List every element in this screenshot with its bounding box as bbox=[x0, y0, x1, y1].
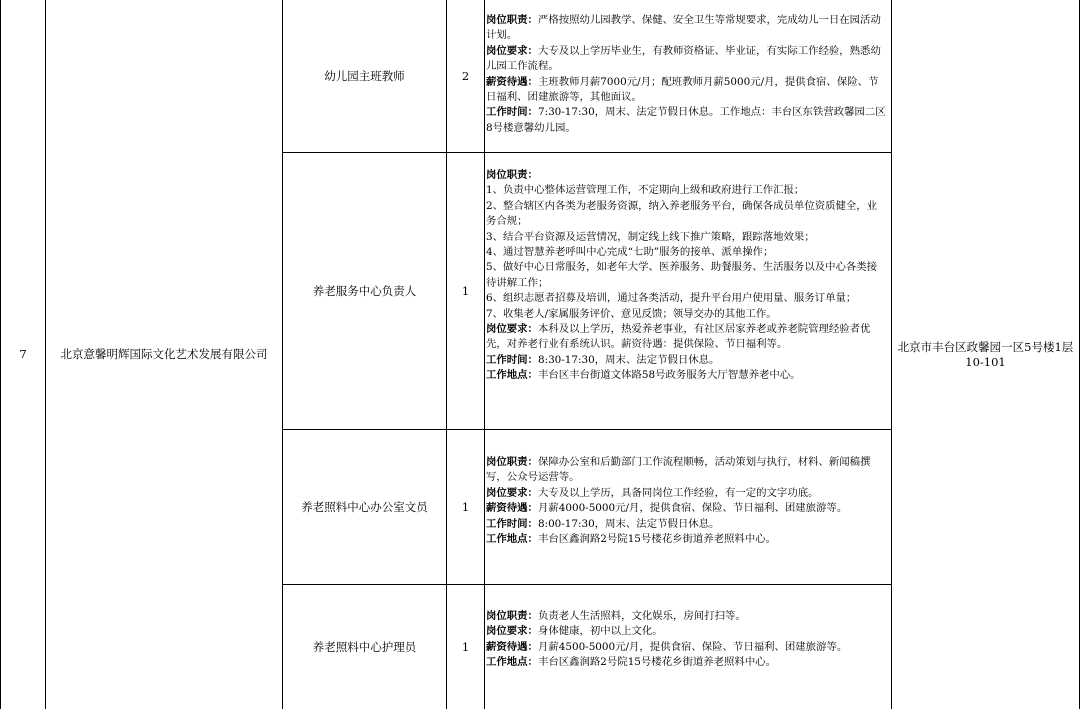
field-text: 2、整合辖区内各类为老服务资源，纳入养老服务平台，确保各成员单位资质健全，业务合规； bbox=[486, 199, 878, 228]
work-address: 北京市丰台区政馨园一区5号楼1层10-101 bbox=[897, 339, 1074, 369]
row-index: 7 bbox=[19, 347, 27, 361]
description-line bbox=[486, 199, 887, 230]
description-line bbox=[486, 322, 887, 353]
field-text: 大专及以上学历毕业生，有教师资格证、毕业证，有实际工作经验，熟悉幼儿园工作流程。 bbox=[486, 44, 881, 73]
job-count: 2 bbox=[461, 68, 470, 83]
description-line bbox=[486, 183, 887, 198]
field-label: 工作地点： bbox=[486, 656, 538, 669]
job-description bbox=[486, 609, 887, 671]
description-line bbox=[486, 44, 887, 75]
description-line bbox=[486, 486, 887, 501]
job-count: 1 bbox=[461, 283, 470, 298]
field-text: 丰台区丰台街道文体路58号政务服务大厅智慧养老中心。 bbox=[537, 369, 801, 382]
field-text: 5、做好中心日常服务，如老年大学、医养服务、助餐服务、生活服务以及中心各类接待讲解工作； bbox=[486, 261, 878, 289]
job-description bbox=[486, 168, 887, 384]
field-text: 身体健康，初中以上文化。 bbox=[537, 625, 663, 638]
job-title: 幼儿园主班教师 bbox=[324, 68, 405, 83]
field-text: 7、收集老人/家属服务评价、意见反馈；领导交办的其他工作。 bbox=[486, 307, 777, 320]
field-label: 岗位职责： bbox=[486, 456, 538, 468]
field-label: 薪资待遇： bbox=[486, 75, 538, 88]
field-text: 月薪4000-5000元/月，提供食宿、保险、节日福利、团建旅游等。 bbox=[537, 502, 848, 515]
job-title: 养老服务中心负责人 bbox=[312, 283, 417, 298]
description-line bbox=[486, 168, 887, 183]
field-text: 大专及以上学历，具备同岗位工作经验，有一定的文字功底。 bbox=[537, 486, 819, 499]
field-text: 丰台区鑫润路2号院15号楼花乡街道养老照料中心。 bbox=[537, 656, 776, 669]
field-text: 8:30-17:30，周末、法定节假日休息。 bbox=[537, 353, 720, 366]
field-text: 1、负责中心整体运营管理工作，不定期向上级和政府进行工作汇报； bbox=[486, 184, 805, 197]
field-label: 岗位职责： bbox=[486, 14, 538, 26]
field-label: 工作地点： bbox=[486, 369, 538, 382]
job-title: 养老照料中心护理员 bbox=[312, 639, 417, 654]
description-line bbox=[486, 624, 887, 639]
field-label: 工作时间： bbox=[486, 106, 538, 119]
field-text: 4、通过智慧养老呼叫中心完成“七助”服务的接单、派单操作； bbox=[486, 246, 774, 259]
description-line bbox=[486, 655, 887, 670]
field-text: 7:30-17:30，周末、法定节假日休息。工作地点：丰台区东铁营政馨园二区8号楼意馨幼儿园。 bbox=[486, 106, 886, 134]
description-line bbox=[486, 501, 887, 516]
field-label: 薪资待遇： bbox=[486, 640, 538, 653]
field-label: 薪资待遇： bbox=[486, 502, 538, 515]
field-label: 工作时间： bbox=[486, 517, 538, 530]
description-line bbox=[486, 609, 887, 624]
field-label: 工作时间： bbox=[486, 353, 538, 366]
field-text: 3、结合平台资源及运营情况，制定线上线下推广策略，跟踪落地效果； bbox=[486, 230, 815, 243]
field-label: 工作地点： bbox=[486, 533, 538, 546]
description-line bbox=[486, 291, 887, 306]
field-label: 岗位要求： bbox=[486, 323, 538, 336]
description-line bbox=[486, 307, 887, 322]
description-line bbox=[486, 230, 887, 245]
field-label: 岗位要求： bbox=[486, 625, 538, 638]
job-description bbox=[486, 13, 887, 136]
field-text: 本科及以上学历，热爱养老事业，有社区居家养老或养老院管理经验者优先，对养老行业有系统认识。薪资待遇：提供保险、节日福利等。 bbox=[486, 323, 871, 351]
job-description bbox=[486, 455, 887, 547]
job-title: 养老照料中心办公室文员 bbox=[301, 499, 428, 514]
description-line bbox=[486, 245, 887, 260]
field-text: 丰台区鑫润路2号院15号楼花乡街道养老照料中心。 bbox=[537, 533, 776, 546]
job-count: 1 bbox=[461, 639, 470, 654]
description-line bbox=[486, 532, 887, 547]
field-label: 岗位要求： bbox=[486, 44, 538, 57]
field-text: 负责老人生活照料，文化娱乐，房间打扫等。 bbox=[537, 610, 746, 622]
field-label: 岗位职责： bbox=[486, 169, 538, 181]
description-line bbox=[486, 75, 887, 106]
field-text: 8:00-17:30，周末、法定节假日休息。 bbox=[537, 517, 720, 530]
field-text: 6、组织志愿者招募及培训，通过各类活动，提升平台用户使用量、服务订单量； bbox=[486, 292, 857, 305]
job-count: 1 bbox=[461, 499, 470, 514]
field-text: 保障办公室和后勤部门工作流程顺畅，活动策划与执行，材料、新闻稿撰写，公众号运营等。 bbox=[486, 456, 871, 484]
description-line bbox=[486, 368, 887, 383]
description-line bbox=[486, 260, 887, 291]
description-line bbox=[486, 455, 887, 486]
description-line bbox=[486, 640, 887, 655]
field-label: 岗位职责： bbox=[486, 610, 538, 622]
field-label: 岗位要求： bbox=[486, 486, 538, 499]
description-line bbox=[486, 353, 887, 368]
field-text: 月薪4500-5000元/月，提供食宿、保险、节日福利、团建旅游等。 bbox=[537, 640, 848, 653]
description-line bbox=[486, 13, 887, 44]
description-line bbox=[486, 517, 887, 532]
description-line bbox=[486, 105, 887, 136]
field-text: 主班教师月薪7000元/月；配班教师月薪5000元/月，提供食宿、保险、节日福利、团建旅游等，其他面议。 bbox=[486, 75, 879, 104]
company-name: 北京意馨明辉国际文化艺术发展有限公司 bbox=[60, 347, 268, 361]
field-text: 严格按照幼儿园教学、保健、安全卫生等常规要求，完成幼儿一日在园活动计划。 bbox=[486, 14, 881, 42]
